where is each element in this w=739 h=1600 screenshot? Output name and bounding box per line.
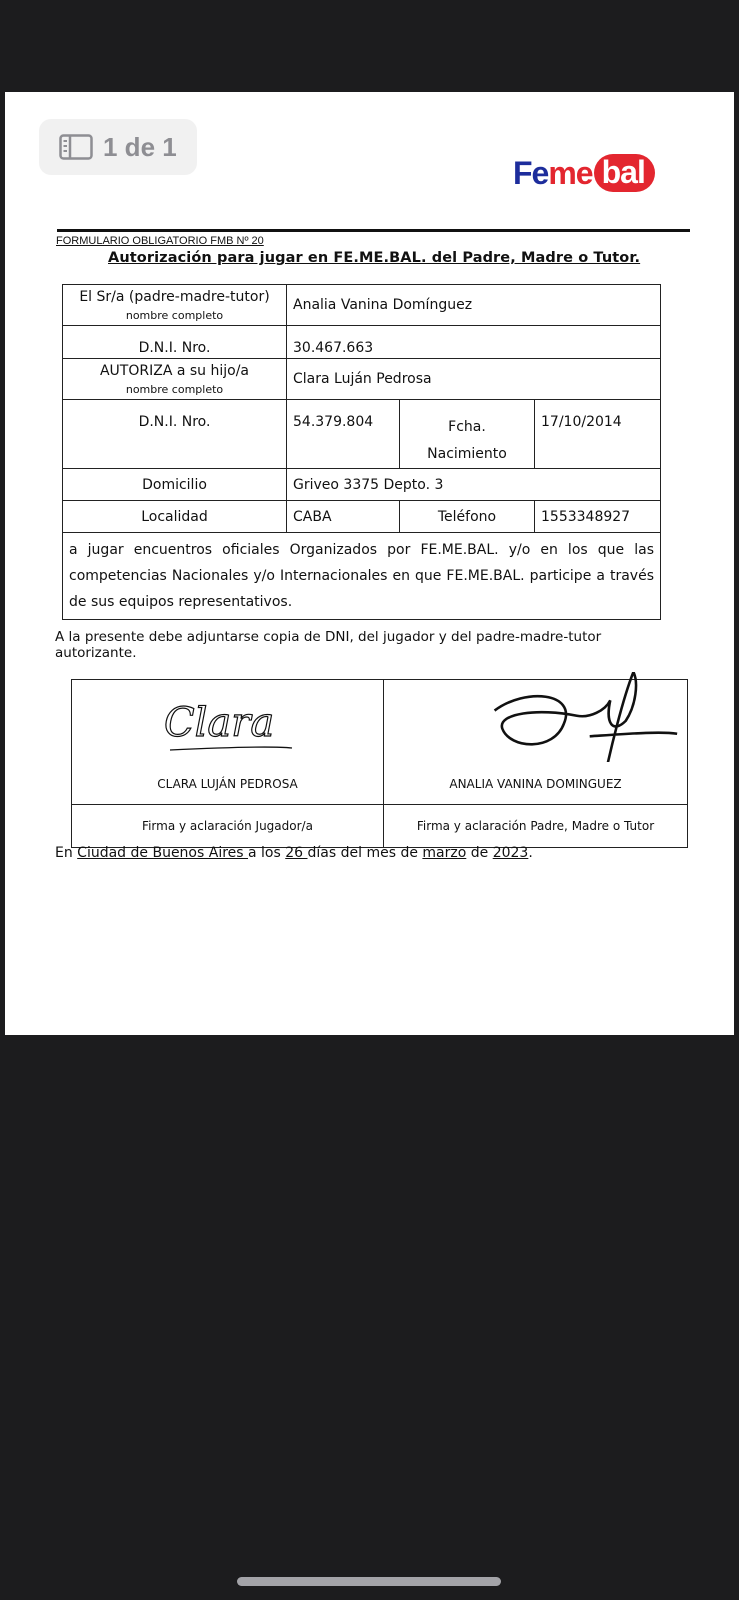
- page-list-icon: [59, 134, 93, 160]
- child-label-cell: [63, 359, 287, 400]
- header-divider: [57, 229, 690, 232]
- place-city: Ciudad de Buenos Aires: [77, 845, 249, 861]
- child-sublabel: nombre completo: [125, 382, 224, 396]
- child-dni-label: D.N.I. Nro.: [63, 400, 287, 469]
- city-value: CABA: [287, 501, 400, 533]
- place-date-line: [55, 845, 533, 861]
- parent-dni-label: D.N.I. Nro.: [63, 326, 287, 359]
- parent-label: El Sr/a (padre-madre-tutor): [79, 288, 270, 305]
- place-text-3: días del mes de: [307, 845, 423, 861]
- parent-printed-name: ANALIA VANINA DOMINGUEZ: [449, 777, 622, 791]
- place-text-2: a los: [248, 845, 286, 861]
- form-number: FORMULARIO OBLIGATORIO FMB Nº 20: [56, 235, 264, 247]
- player-signature-caption: Firma y aclaración Jugador/a: [72, 805, 384, 848]
- city-label: Localidad: [63, 501, 287, 533]
- birth-date-value: 17/10/2014: [535, 400, 661, 469]
- place-prefix: En: [55, 845, 78, 861]
- address-label: Domicilio: [63, 469, 287, 501]
- logo-text-fe: Fe: [513, 154, 549, 191]
- birth-label-2: Nacimiento: [427, 446, 507, 462]
- parent-signature: [384, 672, 734, 762]
- parent-signature-caption: Firma y aclaración Padre, Madre o Tutor: [384, 805, 688, 848]
- parent-signature-cell: [384, 680, 688, 805]
- place-year: 2023: [492, 845, 529, 861]
- logo-text-me: me: [548, 154, 593, 191]
- attachment-note: A la presente debe adjuntarse copia de DNI, del jugador y del padre-madre-tutor autorizante.: [55, 629, 602, 661]
- phone-value: 1553348927: [535, 501, 661, 533]
- authorization-text: a jugar encuentros oficiales Organizados por FE.ME.BAL. y/o en los que las competencias Nacionales y/o Internacionales en que FE.ME.BAL. participe a través de sus equipos representativos.: [63, 533, 661, 620]
- address-value: Griveo 3375 Depto. 3: [287, 469, 661, 501]
- player-signature: [72, 688, 384, 758]
- child-name-value: Clara Luján Pedrosa: [287, 359, 661, 400]
- parent-sublabel: nombre completo: [125, 308, 224, 322]
- place-day: 26: [285, 845, 308, 861]
- place-month: marzo: [422, 845, 467, 861]
- child-dni-value: 54.379.804: [287, 400, 400, 469]
- femebal-logo: [513, 152, 655, 194]
- document-page: [5, 92, 734, 1035]
- birth-label-cell: [400, 400, 535, 469]
- authorization-table: [62, 284, 661, 620]
- logo-text-bal: bal: [594, 154, 655, 192]
- parent-name-value: Analia Vanina Domínguez: [287, 285, 661, 326]
- parent-label-cell: [63, 285, 287, 326]
- place-suffix: .: [528, 845, 533, 861]
- player-signature-cell: [72, 680, 384, 805]
- svg-text:Clara: Clara: [164, 700, 275, 746]
- page-indicator[interactable]: [39, 119, 197, 175]
- document-title: Autorización para jugar en FE.ME.BAL. del Padre, Madre o Tutor.: [108, 250, 641, 266]
- birth-label-1: Fcha.: [448, 419, 486, 435]
- parent-dni-value: 30.467.663: [287, 326, 661, 359]
- page-indicator-text: 1 de 1: [103, 131, 177, 162]
- phone-label: Teléfono: [400, 501, 535, 533]
- player-printed-name: CLARA LUJÁN PEDROSA: [157, 777, 298, 791]
- home-indicator[interactable]: [237, 1577, 501, 1586]
- place-text-4: de: [466, 845, 493, 861]
- signature-table: [71, 679, 688, 848]
- child-label: AUTORIZA a su hijo/a: [99, 362, 250, 379]
